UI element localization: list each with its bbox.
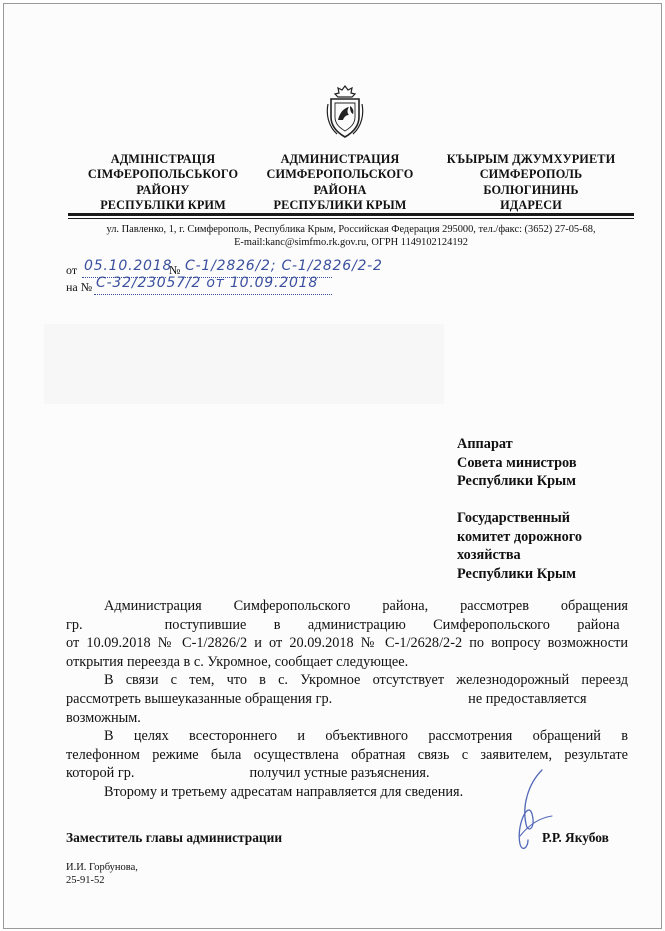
- org-name-ru: АДМИНИСТРАЦИЯ СИМФЕРОПОЛЬСКОГО РАЙОНА РЕСПУБЛИКИ КРЫМ: [266, 152, 414, 213]
- to-number-underline: [94, 294, 332, 295]
- body-line: В связи с тем, что в с. Укромное отсутствует железнодорожный переезд: [104, 672, 628, 689]
- executor-info: И.И. Горбунова, 25-91-52: [66, 862, 138, 886]
- body-line: которой гр. получил устные разъяснения.: [66, 765, 430, 782]
- reference-from-date: 05.10.2018: [84, 258, 173, 274]
- header-rule-thin: [68, 218, 634, 219]
- body-line: гр. поступившие в администрацию Симферопольского района: [66, 616, 620, 633]
- recipient-2: Государственный комитет дорожного хозяйства Республики Крым: [457, 510, 583, 582]
- body-line: рассмотреть вышеуказанные обращения гр. не предоставляется: [66, 690, 587, 707]
- body-line: Второму и третьему адресатам направляется для сведения.: [104, 783, 464, 800]
- recipient-1: Аппарат Совета министров Республики Крым: [457, 436, 577, 490]
- reference-to-number: С-32/23057/2 от 10.09.2018: [96, 275, 319, 291]
- signatory-name: Р.Р. Якубов: [542, 830, 609, 845]
- reference-to-label: на №: [66, 280, 93, 294]
- body-line: от 10.09.2018 № С-1/2826/2 и от 20.09.2018 № С-1/2628/2-2 по вопросу возможности: [66, 635, 628, 652]
- signatory-title: Заместитель главы администрации: [66, 830, 283, 845]
- crimea-coat-of-arms-icon: [324, 82, 366, 142]
- body-line: Администрация Симферопольского района, рассмотрев обращения: [104, 598, 628, 614]
- body-line: телефонном режиме была осуществлена обратная связь с заявителем, результате: [66, 746, 628, 763]
- reference-from: от: [66, 263, 78, 277]
- body-line: возможным.: [66, 709, 141, 726]
- header-rule-thick: [68, 213, 634, 216]
- body-line: В целях всестороннего и объективного рассмотрения обращений в: [104, 728, 628, 745]
- reference-from-numbers: С-1/2826/2; С-1/2826/2-2: [185, 258, 383, 274]
- org-name-ua: АДМІНІСТРАЦІЯ СІМФЕРОПОЛЬСЬКОГО РАЙОНУ РЕСПУБЛІКИ КРИМ: [87, 152, 239, 213]
- body-line: открытия переезда в с. Укромное, сообщает следующее.: [66, 653, 409, 670]
- letter-page: [3, 3, 662, 929]
- letterhead-address: ул. Павленко, 1, г. Симферополь, Республика Крым, Российская Федерация 295000, тел./факс: (3652) 27-05-68, E-mail:kanc@simfmo.rk.gov.ru, ОГРН 1149102124192: [106, 224, 596, 248]
- scan-ghost: [44, 324, 444, 404]
- reference-number-sign: №: [169, 263, 181, 277]
- org-name-crh: КЪЫРЫМ ДЖУМХУРИЕТИ СИМФЕРОПОЛЬ БОЛЮГИНИНЬ ИДАРЕСИ: [446, 152, 616, 213]
